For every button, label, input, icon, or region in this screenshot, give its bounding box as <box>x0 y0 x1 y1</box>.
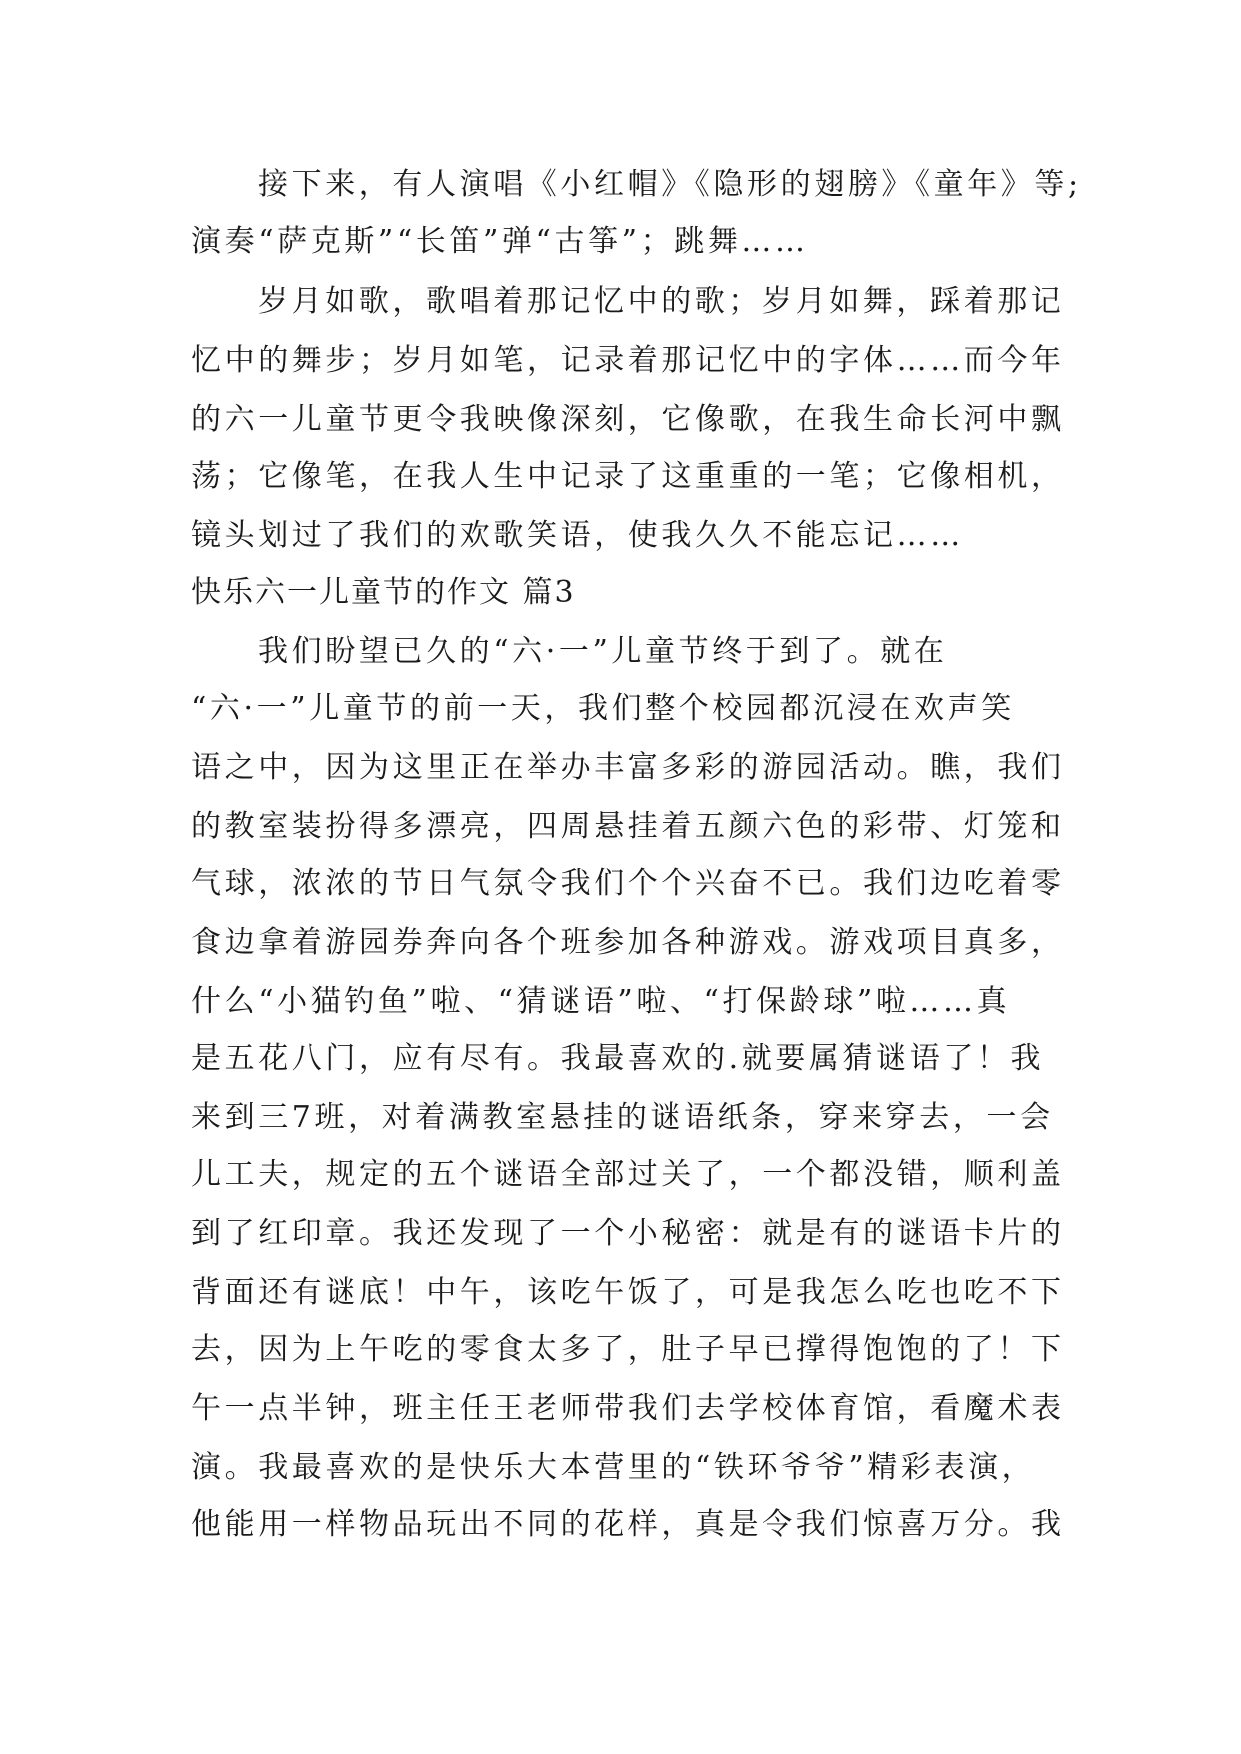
paragraph-3-line-3: 语之中，因为这里正在举办丰富多彩的游园活动。瞧，我们 <box>191 750 1065 785</box>
paragraph-3-line-1: 我们盼望已久的“六·一”儿童节终于到了。就在 <box>258 634 948 669</box>
paragraph-2-line-4: 荡；它像笔，在我人生中记录了这重重的一笔；它像相机， <box>191 459 1065 494</box>
paragraph-3-line-11: 到了红印章。我还发现了一个小秘密：就是有的谜语卡片的 <box>191 1216 1065 1251</box>
paragraph-3-line-2: “六·一”儿童节的前一天，我们整个校园都沉浸在欢声笑 <box>191 691 1015 726</box>
paragraph-3-line-5: 气球，浓浓的节日气氛令我们个个兴奋不已。我们边吃着零 <box>191 866 1065 901</box>
paragraph-3-line-9: 来到三7班，对着满教室悬挂的谜语纸条，穿来穿去，一会 <box>191 1100 1054 1135</box>
paragraph-2-line-1: 岁月如歌，歌唱着那记忆中的歌；岁月如舞，踩着那记 <box>258 284 1065 319</box>
paragraph-3-line-14: 午一点半钟，班主任王老师带我们去学校体育馆，看魔术表 <box>191 1391 1065 1426</box>
paragraph-3-line-16: 他能用一样物品玩出不同的花样，真是令我们惊喜万分。我 <box>191 1507 1065 1542</box>
paragraph-2-line-3: 的六一儿童节更令我映像深刻，它像歌，在我生命长河中飘 <box>191 402 1065 437</box>
paragraph-3-line-8: 是五花八门，应有尽有。我最喜欢的.就要属猜谜语了！我 <box>191 1041 1045 1076</box>
paragraph-3-line-15: 演。我最喜欢的是快乐大本营里的“铁环爷爷”精彩表演， <box>191 1450 1036 1485</box>
paragraph-2-line-5: 镜头划过了我们的欢歌笑语，使我久久不能忘记…… <box>191 518 964 553</box>
paragraph-2-line-2: 忆中的舞步；岁月如笔，记录着那记忆中的字体……而今年 <box>191 343 1065 378</box>
paragraph-1-line-1: 接下来，有人演唱《小红帽》《隐形的翅膀》《童年》等; <box>258 167 1082 202</box>
paragraph-1-line-2: 演奏“萨克斯”“长笛”弹“古筝”；跳舞…… <box>191 224 809 259</box>
paragraph-3-line-7: 什么“小猫钓鱼”啦、“猜谜语”啦、“打保龄球”啦……真 <box>191 984 1011 1019</box>
paragraph-3-line-4: 的教室装扮得多漂亮，四周悬挂着五颜六色的彩带、灯笼和 <box>191 809 1065 844</box>
paragraph-3-line-12: 背面还有谜底！中午，该吃午饭了，可是我怎么吃也吃不下 <box>191 1275 1065 1310</box>
section-heading: 快乐六一儿童节的作文 篇3 <box>191 575 576 610</box>
paragraph-3-line-6: 食边拿着游园券奔向各个班参加各种游戏。游戏项目真多， <box>191 925 1065 960</box>
paragraph-3-line-13: 去，因为上午吃的零食太多了，肚子早已撑得饱饱的了！下 <box>191 1332 1065 1367</box>
paragraph-3-line-10: 儿工夫，规定的五个谜语全部过关了，一个都没错，顺利盖 <box>191 1157 1065 1192</box>
